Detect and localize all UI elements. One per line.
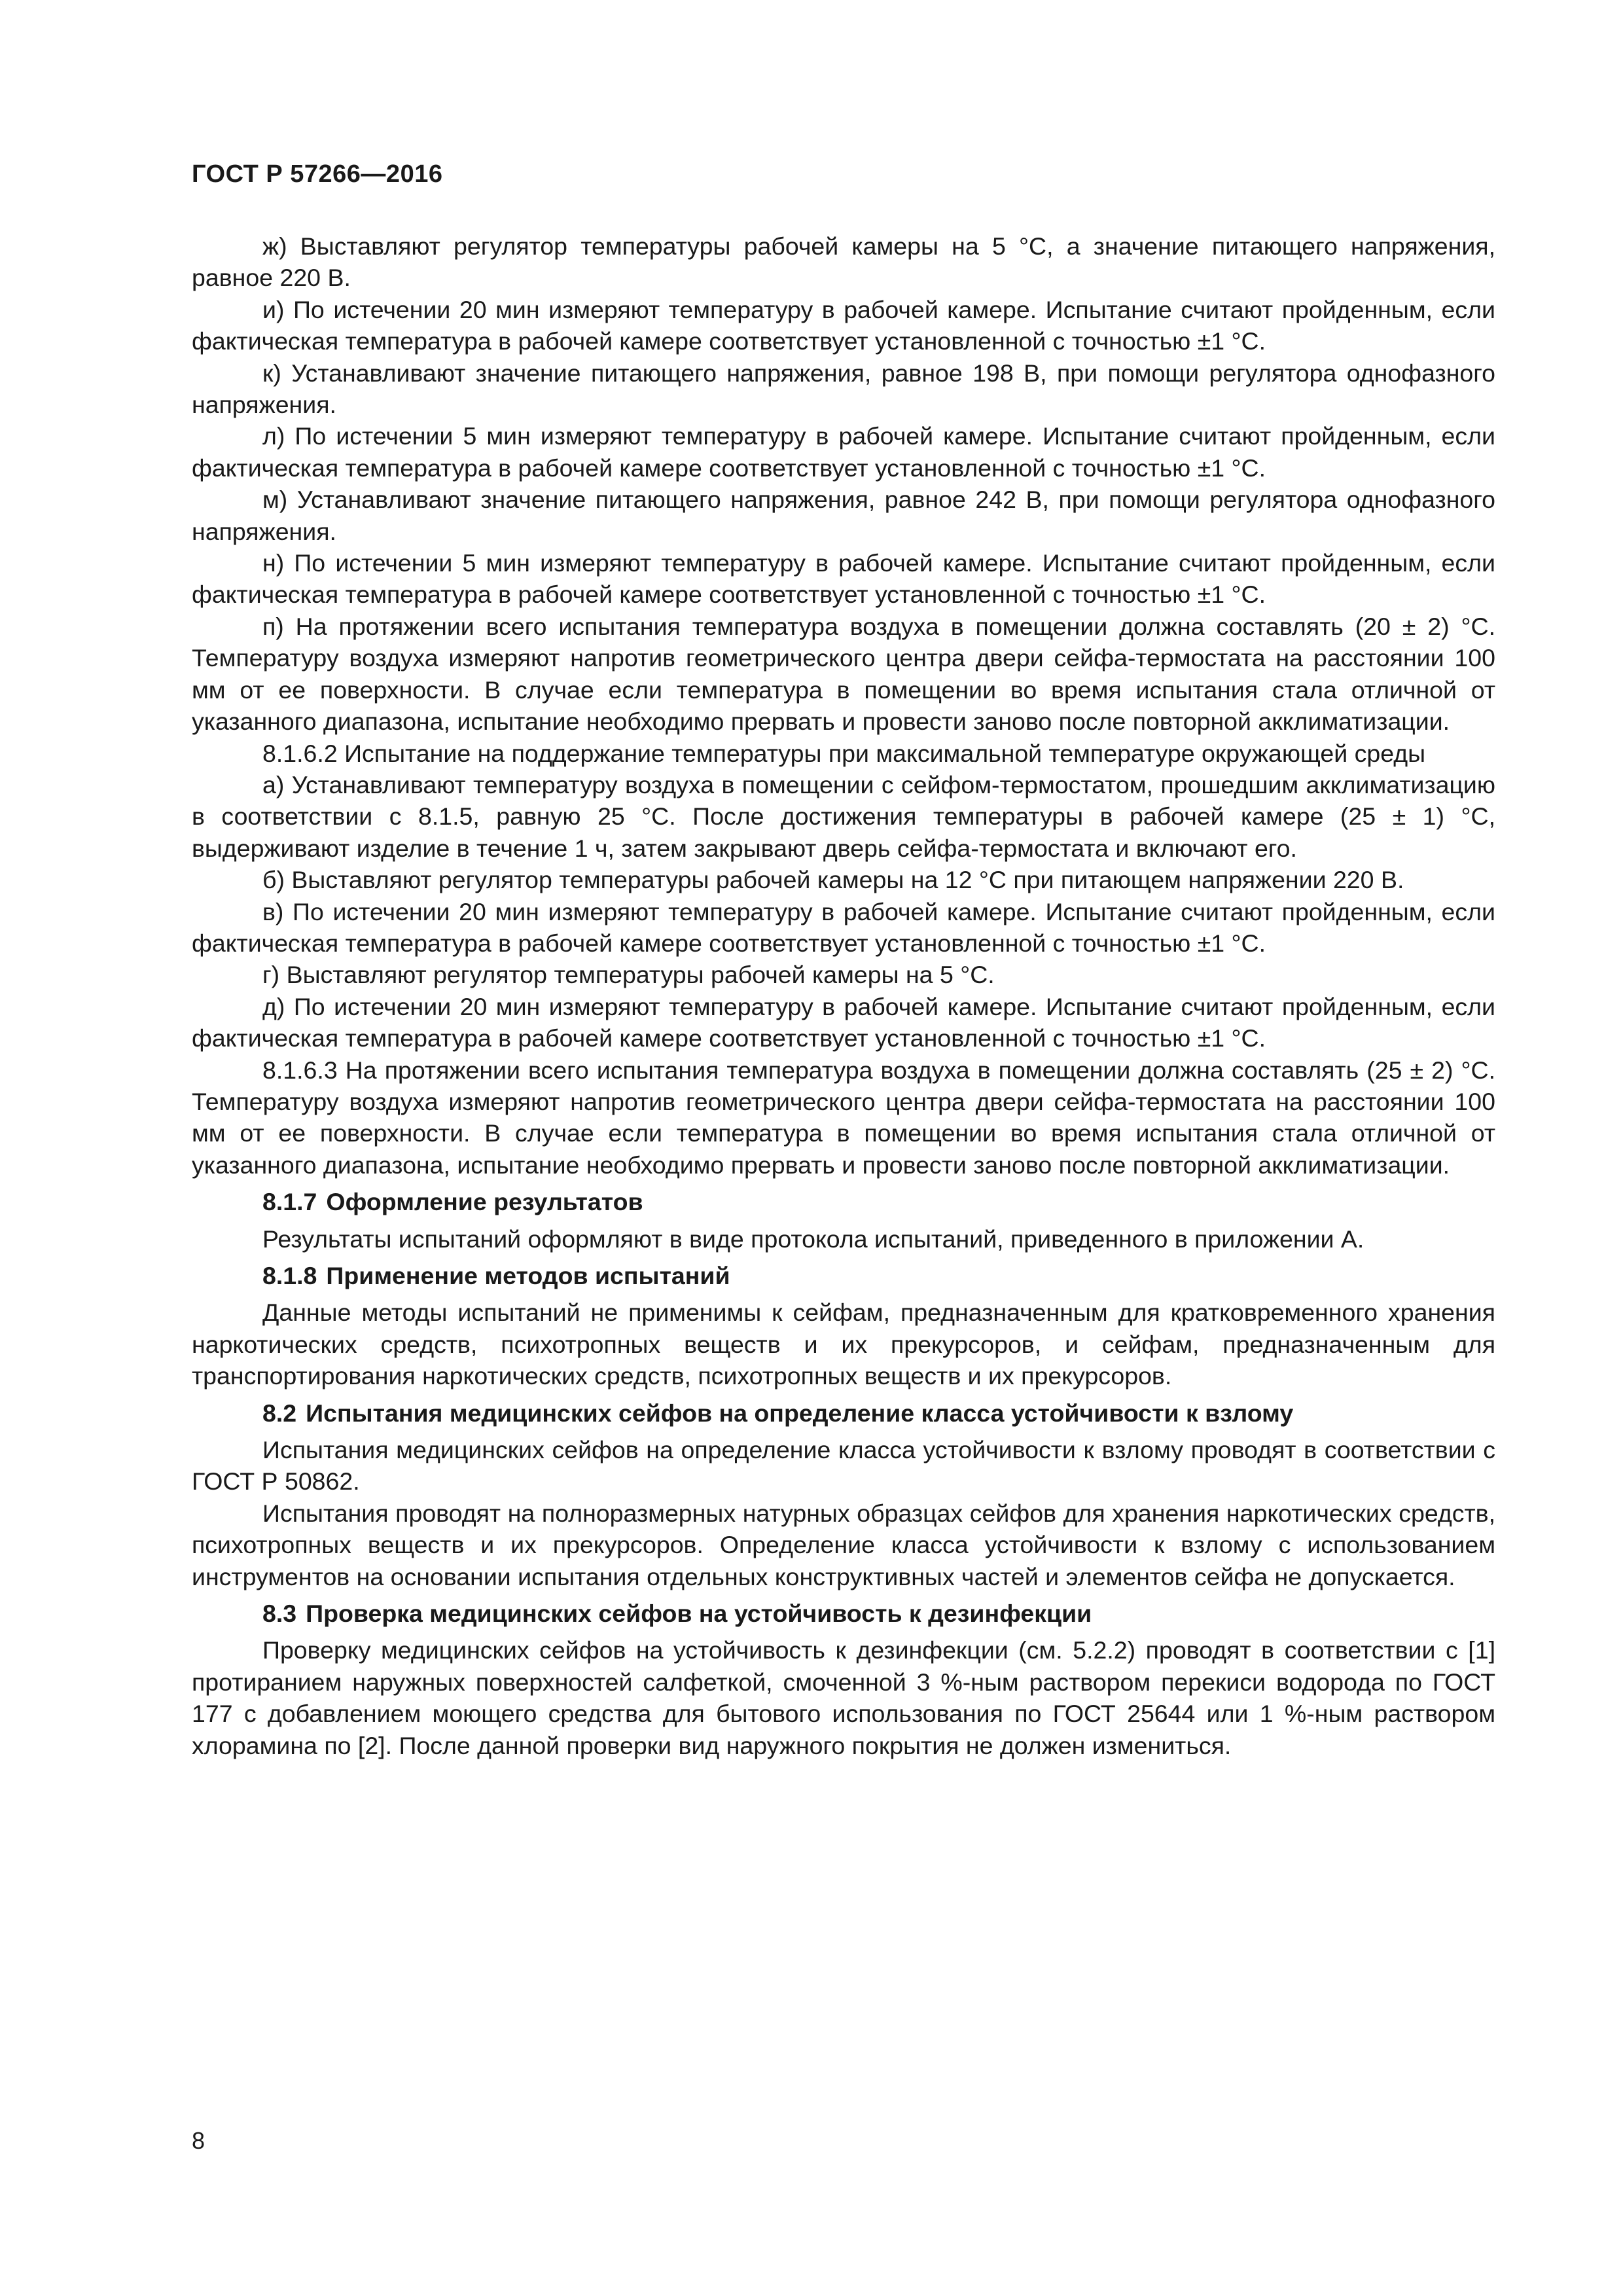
section-heading bbox=[192, 1598, 1495, 1629]
paragraph: 8.1.6.3 На протяжении всего испытания температура воздуха в помещении должна составлять (25 ± 2) °С. Температуру воздуха измеряют напротив геометрического центра двери сейфа-термостата на расстоянии 100 мм от ее поверхности. В случае если температура в помещении во время испытания стала отличной от указанного диапазона, испытание необходимо прервать и провести заново после повторной акклиматизации. bbox=[192, 1056, 1495, 1179]
section-heading bbox=[192, 1397, 1495, 1429]
page-number: 8 bbox=[192, 2127, 205, 2154]
paragraph: 8.1.6.2 Испытание на поддержание температуры при максимальной температуре окружающей среды bbox=[262, 739, 1426, 767]
paragraph: Результаты испытаний оформляют в виде протокола испытаний, приведенного в приложении А. bbox=[262, 1225, 1364, 1253]
standard-designation: ГОСТ Р 57266—2016 bbox=[192, 160, 443, 188]
paragraph: л) По истечении 5 мин измеряют температуру в рабочей камере. Испытание считают пройденным, если фактическая температура в рабочей камере соответствует установленной с точностью ±1 °С. bbox=[192, 422, 1495, 482]
paragraph: Испытания медицинских сейфов на определение класса устойчивости к взлому проводят в соответствии с ГОСТ Р 50862. bbox=[192, 1436, 1495, 1496]
paragraph: п) На протяжении всего испытания температура воздуха в помещении должна составлять (20 ± 2) °С. Температуру воздуха измеряют напротив геометрического центра двери сейфа-термостата на расстоянии 100 мм от ее поверхности. В случае если температура в помещении во время испытания стала отличной от указанного диапазона, испытание необходимо прервать и провести заново после повторной акклиматизации. bbox=[192, 612, 1495, 736]
paragraph: а) Устанавливают температуру воздуха в помещении с сейфом-термостатом, прошедшим акклиматизацию в соответствии с 8.1.5, равную 25 °С. После достижения температуры в рабочей камере (25 ± 1) °С, выдерживают изделие в течение 1 ч, затем закрывают дверь сейфа-термостата и включают его. bbox=[192, 770, 1495, 862]
section-title: Применение методов испытаний bbox=[326, 1262, 730, 1289]
section-title: Проверка медицинских сейфов на устойчивость к дезинфекции bbox=[306, 1600, 1092, 1628]
paragraph: к) Устанавливают значение питающего напряжения, равное 198 В, при помощи регулятора однофазного напряжения. bbox=[192, 359, 1495, 419]
section-heading bbox=[192, 1186, 1495, 1217]
paragraph: д) По истечении 20 мин измеряют температуру в рабочей камере. Испытание считают пройденным, если фактическая температура в рабочей камере соответствует установленной с точностью ±1 °С. bbox=[192, 992, 1495, 1052]
section-heading bbox=[192, 1260, 1495, 1291]
section-number: 8.3 bbox=[262, 1600, 297, 1628]
section-number: 8.1.8 bbox=[262, 1262, 317, 1289]
section-title: Оформление результатов bbox=[326, 1188, 643, 1216]
section-number: 8.2 bbox=[262, 1399, 297, 1427]
paragraph: Испытания проводят на полноразмерных натурных образцах сейфов для хранения наркотических средств, психотропных веществ и их прекурсоров. Определение класса устойчивости к взлому с использованием инструментов на основании испытания отдельных конструктивных частей и элементов сейфа не допускается. bbox=[192, 1499, 1495, 1590]
paragraph: Проверку медицинских сейфов на устойчивость к дезинфекции (см. 5.2.2) проводят в соответствии с [1] протиранием наружных поверхностей салфеткой, смоченной 3 %-ным раствором перекиси водорода по ГОСТ 177 с добавлением моющего средства для бытового использования по ГОСТ 25644 или 1 %-ным раствором хлорамина по [2]. После данной проверки вид наружного покрытия не должен измениться. bbox=[192, 1636, 1495, 1759]
paragraph: б) Выставляют регулятор температуры рабочей камеры на 12 °С при питающем напряжении 220 В. bbox=[262, 866, 1404, 894]
section-number: 8.1.7 bbox=[262, 1188, 317, 1216]
paragraph: г) Выставляют регулятор температуры рабочей камеры на 5 °С. bbox=[262, 961, 995, 989]
paragraph: н) По истечении 5 мин измеряют температуру в рабочей камере. Испытание считают пройденным, если фактическая температура в рабочей камере соответствует установленной с точностью ±1 °С. bbox=[192, 549, 1495, 609]
paragraph: м) Устанавливают значение питающего напряжения, равное 242 В, при помощи регулятора однофазного напряжения. bbox=[192, 486, 1495, 545]
paragraph: и) По истечении 20 мин измеряют температуру в рабочей камере. Испытание считают пройденным, если фактическая температура в рабочей камере соответствует установленной с точностью ±1 °С. bbox=[192, 295, 1495, 355]
paragraph: ж) Выставляют регулятор температуры рабочей камеры на 5 °С, а значение питающего напряжения, равное 220 В. bbox=[192, 232, 1495, 292]
section-title: Испытания медицинских сейфов на определение класса устойчивости к взлому bbox=[306, 1399, 1294, 1427]
document-body bbox=[192, 230, 1495, 1761]
paragraph: Данные методы испытаний не применимы к сейфам, предназначенным для кратковременного хранения наркотических средств, психотропных веществ и их прекурсоров, и сейфам, предназначенным для транспортирования наркотических средств, психотропных веществ и их прекурсоров. bbox=[192, 1299, 1495, 1390]
paragraph: в) По истечении 20 мин измеряют температуру в рабочей камере. Испытание считают пройденным, если фактическая температура в рабочей камере соответствует установленной с точностью ±1 °С. bbox=[192, 897, 1495, 957]
